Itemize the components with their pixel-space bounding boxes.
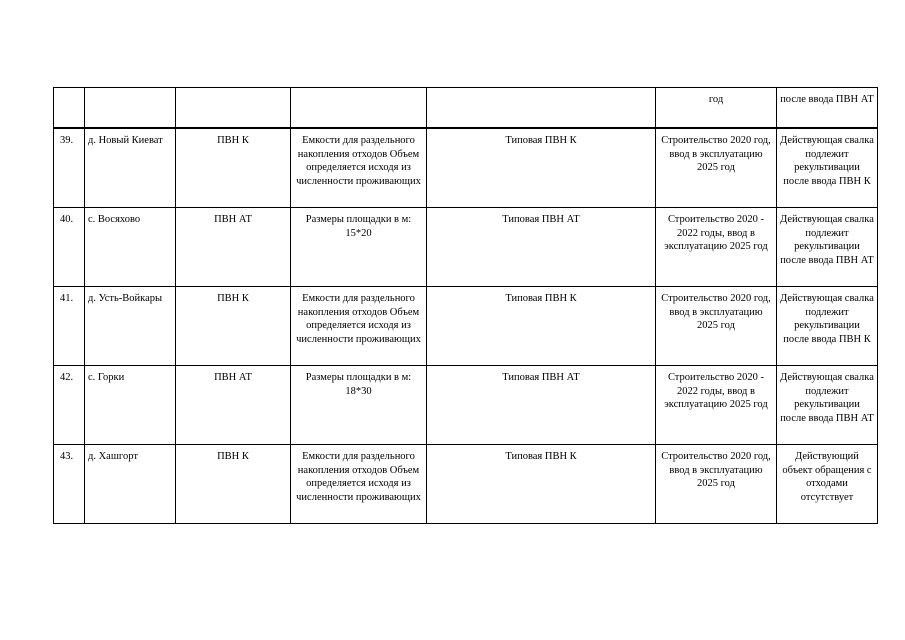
table-row xyxy=(54,128,878,208)
cell-note: Действующий объект обращения с отходами отсутствует xyxy=(777,445,878,524)
cell-project: Типовая ПВН АТ xyxy=(427,366,656,445)
table-row xyxy=(54,208,878,287)
cell-num xyxy=(54,88,85,129)
cell-project: Типовая ПВН К xyxy=(427,128,656,208)
cell-place: д. Хашгорт xyxy=(85,445,176,524)
cell-project: Типовая ПВН К xyxy=(427,445,656,524)
cell-term: год xyxy=(656,88,777,129)
cell-type: ПВН К xyxy=(176,445,291,524)
cell-num: 40. xyxy=(54,208,85,287)
cell-type: ПВН АТ xyxy=(176,208,291,287)
cell-place xyxy=(85,88,176,129)
cell-capacity: Размеры площадки в м: 15*20 xyxy=(291,208,427,287)
cell-type: ПВН К xyxy=(176,287,291,366)
table-row xyxy=(54,445,878,524)
cell-capacity: Размеры площадки в м: 18*30 xyxy=(291,366,427,445)
table-row xyxy=(54,366,878,445)
cell-note: Действующая свалка подлежит рекультивации после ввода ПВН АТ xyxy=(777,208,878,287)
cell-capacity: Емкости для раздельного накопления отходов Объем определяется исходя из численности проживающих xyxy=(291,445,427,524)
cell-term: Строительство 2020 год, ввод в эксплуатацию 2025 год xyxy=(656,128,777,208)
cell-term: Строительство 2020 год, ввод в эксплуатацию 2025 год xyxy=(656,287,777,366)
cell-project: Типовая ПВН К xyxy=(427,287,656,366)
table-row xyxy=(54,287,878,366)
cell-project xyxy=(427,88,656,129)
cell-place: д. Новый Киеват xyxy=(85,128,176,208)
cell-place: д. Усть-Войкары xyxy=(85,287,176,366)
cell-place: с. Восяхово xyxy=(85,208,176,287)
continuation-row xyxy=(54,88,878,129)
cell-num: 39. xyxy=(54,128,85,208)
cell-term: Строительство 2020 - 2022 годы, ввод в эксплуатацию 2025 год xyxy=(656,366,777,445)
cell-num: 43. xyxy=(54,445,85,524)
cell-note: после ввода ПВН АТ xyxy=(777,88,878,129)
cell-term: Строительство 2020 - 2022 годы, ввод в эксплуатацию 2025 год xyxy=(656,208,777,287)
cell-note: Действующая свалка подлежит рекультивации после ввода ПВН К xyxy=(777,128,878,208)
cell-note: Действующая свалка подлежит рекультивации после ввода ПВН К xyxy=(777,287,878,366)
cell-type xyxy=(176,88,291,129)
cell-capacity xyxy=(291,88,427,129)
waste-facilities-table xyxy=(53,87,878,524)
cell-num: 41. xyxy=(54,287,85,366)
cell-type: ПВН К xyxy=(176,128,291,208)
cell-type: ПВН АТ xyxy=(176,366,291,445)
cell-place: с. Горки xyxy=(85,366,176,445)
cell-term: Строительство 2020 год, ввод в эксплуатацию 2025 год xyxy=(656,445,777,524)
cell-capacity: Емкости для раздельного накопления отходов Объем определяется исходя из численности проживающих xyxy=(291,287,427,366)
cell-capacity: Емкости для раздельного накопления отходов Объем определяется исходя из численности проживающих xyxy=(291,128,427,208)
cell-project: Типовая ПВН АТ xyxy=(427,208,656,287)
cell-note: Действующая свалка подлежит рекультивации после ввода ПВН АТ xyxy=(777,366,878,445)
cell-num: 42. xyxy=(54,366,85,445)
